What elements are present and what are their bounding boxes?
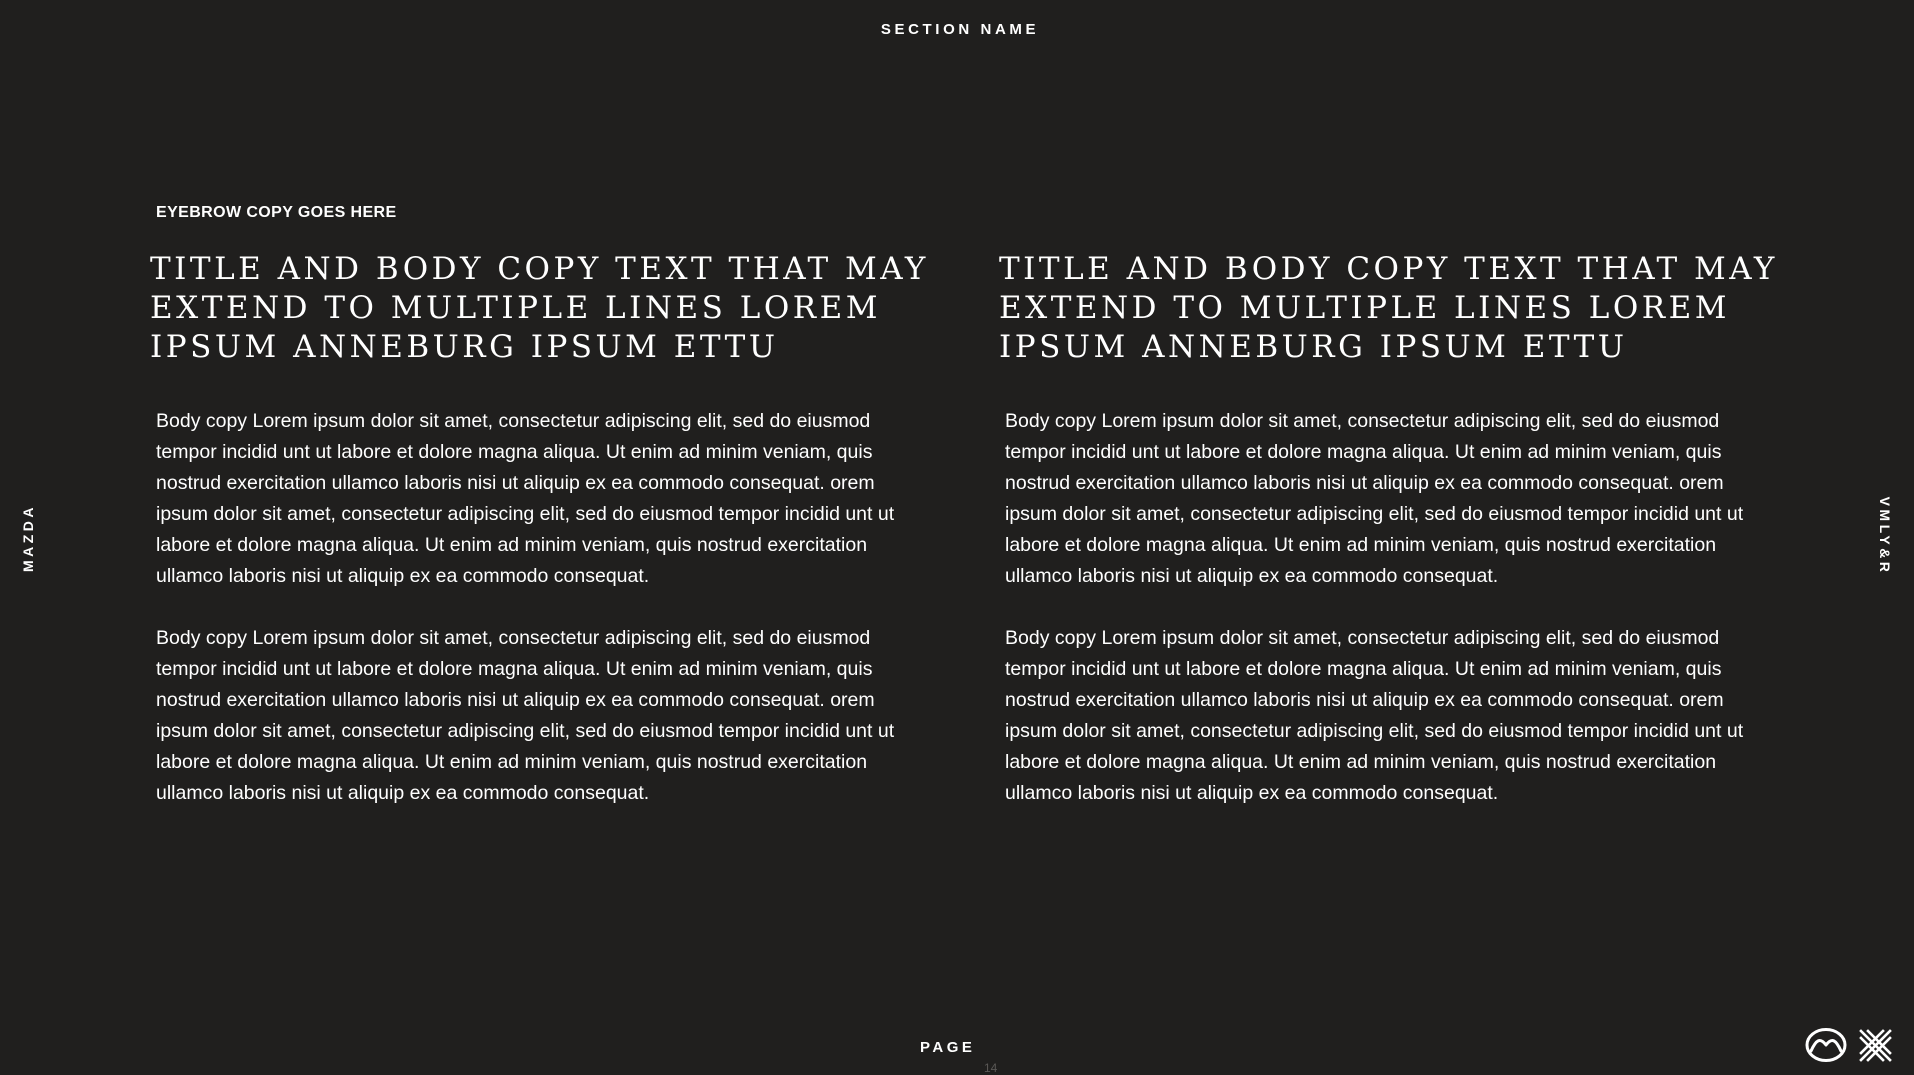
content-column-right [999, 250, 1789, 809]
mazda-logo-icon [1805, 1027, 1847, 1063]
page-number: 14 [984, 1061, 998, 1075]
body-paragraph: Body copy Lorem ipsum dolor sit amet, consectetur adipiscing elit, sed do eiusmod tempor incidid unt ut labore et dolore magna aliqua. Ut enim ad minim veniam, quis nostrud exercitation ullamco laboris nisi ut aliquip ex ea commodo consequat. orem ipsum dolor sit amet, consectetur adipiscing elit, sed do eiusmod tempor incidid unt ut labore et dolore magna aliqua. Ut enim ad minim veniam, quis nostrud exercitation ullamco laboris nisi ut aliquip ex ea commodo consequat. [1005, 627, 1744, 804]
page-label: PAGE [920, 1039, 976, 1056]
body-paragraph: Body copy Lorem ipsum dolor sit amet, consectetur adipiscing elit, sed do eiusmod tempor incidid unt ut labore et dolore magna aliqua. Ut enim ad minim veniam, quis nostrud exercitation ullamco laboris nisi ut aliquip ex ea commodo consequat. orem ipsum dolor sit amet, consectetur adipiscing elit, sed do eiusmod tempor incidid unt ut labore et dolore magna aliqua. Ut enim ad minim veniam, quis nostrud exercitation ullamco laboris nisi ut aliquip ex ea commodo consequat. [156, 627, 895, 804]
vmlyr-logo-icon [1859, 1029, 1892, 1062]
column-title: TITLE AND BODY COPY TEXT THAT MAY EXTEND TO MULTIPLE LINES LOREM IPSUM ANNEBURG IPSUM ETTU [150, 251, 929, 365]
body-paragraph: Body copy Lorem ipsum dolor sit amet, consectetur adipiscing elit, sed do eiusmod tempor incidid unt ut labore et dolore magna aliqua. Ut enim ad minim veniam, quis nostrud exercitation ullamco laboris nisi ut aliquip ex ea commodo consequat. orem ipsum dolor sit amet, consectetur adipiscing elit, sed do eiusmod tempor incidid unt ut labore et dolore magna aliqua. Ut enim ad minim veniam, quis nostrud exercitation ullamco laboris nisi ut aliquip ex ea commodo consequat. [1005, 410, 1744, 587]
side-label-mazda: MAZDA [20, 503, 36, 573]
section-name: SECTION NAME [880, 21, 1040, 38]
column-title: TITLE AND BODY COPY TEXT THAT MAY EXTEND TO MULTIPLE LINES LOREM IPSUM ANNEBURG IPSUM ETTU [999, 251, 1778, 365]
content-column-left [150, 250, 940, 809]
side-label-vmlyr: VMLY&R [1877, 496, 1893, 576]
eyebrow-copy: EYEBROW COPY GOES HERE [156, 204, 397, 221]
body-paragraph: Body copy Lorem ipsum dolor sit amet, consectetur adipiscing elit, sed do eiusmod tempor incidid unt ut labore et dolore magna aliqua. Ut enim ad minim veniam, quis nostrud exercitation ullamco laboris nisi ut aliquip ex ea commodo consequat. orem ipsum dolor sit amet, consectetur adipiscing elit, sed do eiusmod tempor incidid unt ut labore et dolore magna aliqua. Ut enim ad minim veniam, quis nostrud exercitation ullamco laboris nisi ut aliquip ex ea commodo consequat. [156, 410, 895, 587]
